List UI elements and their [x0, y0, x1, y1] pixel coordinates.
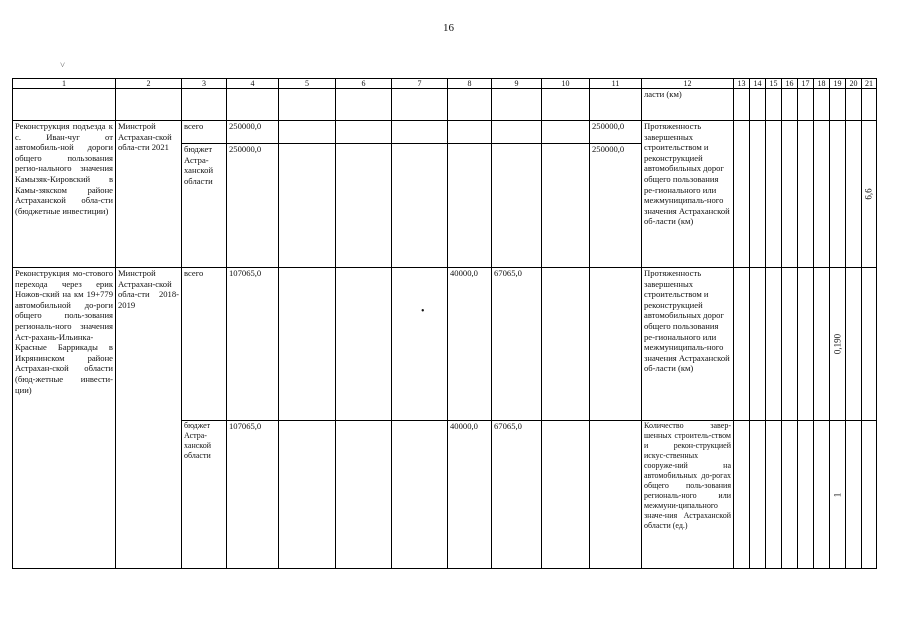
amount-cell: 107065,0 — [227, 421, 279, 569]
indicator-value: 1 — [832, 492, 843, 497]
source-label: всего — [182, 268, 227, 421]
amount-cell: 250000,0 — [590, 144, 642, 268]
header-cell: 18 — [814, 79, 830, 89]
header-cell: 20 — [846, 79, 862, 89]
source-label: бюджет Астра-ханской области — [182, 144, 227, 268]
amount-cell: 40000,0 — [448, 421, 492, 569]
indicator-value: 0,190 — [832, 333, 843, 355]
amount-cell: 250000,0 — [227, 121, 279, 144]
header-cell: 2 — [116, 79, 182, 89]
header-cell: 12 — [642, 79, 734, 89]
program-table — [12, 78, 877, 569]
source-label: бюджет Астра-ханской области — [182, 421, 227, 569]
header-cell: 17 — [798, 79, 814, 89]
indicator-value: 6,6 — [863, 188, 874, 200]
indicator-value-cell — [830, 421, 846, 569]
amount-cell: 250000,0 — [590, 121, 642, 144]
indicator-cell: Протяженность завершенных строительством и реконструкцией автомобильных дорог общего пользования ре-гионального или межмуниципаль-ного значения Астраханской об-ласти (км) — [642, 268, 734, 421]
table-row — [13, 268, 877, 421]
header-cell: 6 — [336, 79, 392, 89]
executor-cell: Минстрой Астрахан-ской обла-сти 2018-2019 — [116, 268, 182, 569]
amount-cell: 67065,0 — [492, 268, 542, 421]
header-cell: 11 — [590, 79, 642, 89]
header-cell: 10 — [542, 79, 590, 89]
header-cell: 3 — [182, 79, 227, 89]
project-name: Реконструкция подъезда к с. Иван-чуг от автомобиль-ной дороги общего пользования регио-нального значения Камызяк-Кировский в Камы-зякском районе Астраханской обла-сти (бюджетные инвестиции) — [13, 121, 116, 268]
indicator-cell: Количество завер-шенных строитель-ством и рекон-струкцией искус-ственных сооруже-ний на автомобильных до-рогах общего поль-зования региональ-ного или межмуни-ципального значе-ния Астраханской области (ед.) — [642, 421, 734, 569]
header-cell: 21 — [862, 79, 877, 89]
header-cell: 13 — [734, 79, 750, 89]
header-cell: 7 — [392, 79, 448, 89]
page-number: 16 — [443, 22, 454, 34]
table-row — [13, 121, 877, 144]
header-row — [13, 79, 877, 89]
executor-cell: Минстрой Астрахан-ской обла-сти 2021 — [116, 121, 182, 268]
indicator-cell: Протяженность завершенных строительством и реконструкцией автомобильных дорог общего пользования ре-гионального или межмуниципаль-ного значения Астраханской об-ласти (км) — [642, 121, 734, 268]
header-cell: 15 — [766, 79, 782, 89]
header-cell: 16 — [782, 79, 798, 89]
header-cell: 19 — [830, 79, 846, 89]
amount-cell: 107065,0 — [227, 268, 279, 421]
header-cell: 4 — [227, 79, 279, 89]
amount-cell: 67065,0 — [492, 421, 542, 569]
header-cell: 14 — [750, 79, 766, 89]
amount-cell: 250000,0 — [227, 144, 279, 268]
header-cell: 1 — [13, 79, 116, 89]
project-name: Реконструкция мо-стового перехода через ерик Ножов-ский на км 19+779 автомобильной до-роги общего поль-зования региональ-ного значения Аст-рахань-Ильинка-Красные Баррикады в Икрянинском районе Астрахан-ской области (бюд-жетные инвести-ции) — [13, 268, 116, 569]
stray-mark: ˅ — [60, 60, 66, 70]
indicator-value-cell — [830, 268, 846, 421]
header-cell: 5 — [279, 79, 336, 89]
continuation-text: ласти (км) — [642, 89, 734, 121]
stray-dot: • — [421, 306, 425, 317]
source-label: всего — [182, 121, 227, 144]
header-cell: 8 — [448, 79, 492, 89]
indicator-value-cell — [862, 121, 877, 268]
amount-cell: 40000,0 — [448, 268, 492, 421]
continuation-row — [13, 89, 877, 121]
header-cell: 9 — [492, 79, 542, 89]
